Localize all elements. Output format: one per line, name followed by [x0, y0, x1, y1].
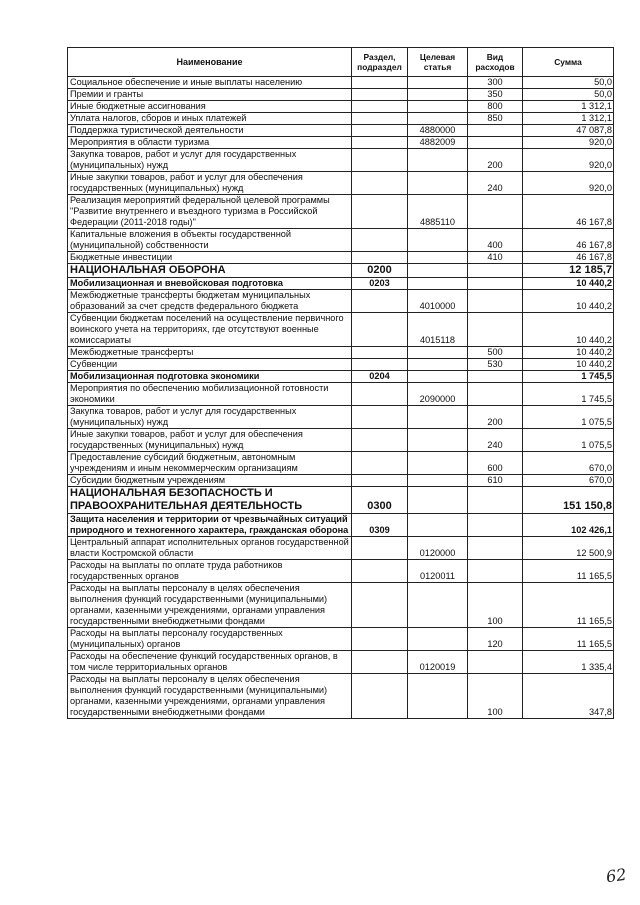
row-name: Поддержка туристической деятельности: [68, 125, 352, 137]
row-kind: 100: [468, 583, 523, 628]
row-name: Закупка товаров, работ и услуг для государственных (муниципальных) нужд: [68, 406, 352, 429]
row-kind: 200: [468, 149, 523, 172]
row-name: Расходы на выплаты персоналу в целях обеспечения выполнения функций государственными (муниципальными) органами, казенными учреждениями, органами управления государственными внебюджетными фондами: [68, 674, 352, 719]
row-kind: [468, 290, 523, 313]
row-sum: 151 150,8: [523, 487, 614, 514]
row-kind: [468, 651, 523, 674]
table-row: [68, 172, 614, 195]
header-section: Раздел, подраздел: [352, 48, 408, 77]
row-kind: 610: [468, 475, 523, 487]
table-row: [68, 429, 614, 452]
table-body: [68, 77, 614, 719]
row-name: Бюджетные инвестиции: [68, 252, 352, 264]
row-target: 4882009: [408, 137, 468, 149]
table-row: [68, 487, 614, 514]
row-section: [352, 313, 408, 347]
row-section: [352, 113, 408, 125]
row-target: [408, 278, 468, 290]
row-sum: 1 335,4: [523, 651, 614, 674]
row-section: [352, 674, 408, 719]
row-target: [408, 113, 468, 125]
table-row: [68, 195, 614, 229]
row-sum: 11 165,5: [523, 560, 614, 583]
row-section: [352, 475, 408, 487]
row-target: [408, 359, 468, 371]
row-target: 0120000: [408, 537, 468, 560]
table-row: [68, 125, 614, 137]
row-sum: 920,0: [523, 137, 614, 149]
row-name: Мобилизационная и вневойсковая подготовка: [68, 278, 352, 290]
table-row: [68, 537, 614, 560]
row-section: [352, 583, 408, 628]
row-section: [352, 149, 408, 172]
table-row: [68, 77, 614, 89]
row-sum: 46 167,8: [523, 195, 614, 229]
row-target: 0120011: [408, 560, 468, 583]
row-name: Расходы на выплаты персоналу в целях обеспечения выполнения функций государственными (муниципальными) органами, казенными учреждениями, органами управления государственными внебюджетными фондами: [68, 583, 352, 628]
row-sum: 12 500,9: [523, 537, 614, 560]
table-row: [68, 278, 614, 290]
header-kind: Вид расходов: [468, 48, 523, 77]
row-name: Иные закупки товаров, работ и услуг для обеспечения государственных (муниципальных) нужд: [68, 172, 352, 195]
row-sum: 1 075,5: [523, 429, 614, 452]
row-kind: 120: [468, 628, 523, 651]
row-name: Расходы на выплаты персоналу государственных (муниципальных) органов: [68, 628, 352, 651]
table-row: [68, 560, 614, 583]
table-row: [68, 359, 614, 371]
row-sum: 50,0: [523, 89, 614, 101]
table-row: [68, 475, 614, 487]
row-target: [408, 172, 468, 195]
row-section: [352, 560, 408, 583]
row-target: [408, 475, 468, 487]
row-section: 0204: [352, 371, 408, 383]
table-row: [68, 583, 614, 628]
row-target: 4010000: [408, 290, 468, 313]
table-row: [68, 113, 614, 125]
table-row: [68, 137, 614, 149]
row-section: [352, 651, 408, 674]
row-name: НАЦИОНАЛЬНАЯ ОБОРОНА: [68, 264, 352, 278]
row-sum: 347,8: [523, 674, 614, 719]
row-name: Межбюджетные трансферты: [68, 347, 352, 359]
row-target: [408, 452, 468, 475]
row-kind: [468, 487, 523, 514]
row-kind: 410: [468, 252, 523, 264]
row-kind: [468, 195, 523, 229]
table-header-row: [68, 48, 614, 77]
table-row: [68, 406, 614, 429]
row-kind: [468, 383, 523, 406]
row-section: [352, 137, 408, 149]
row-target: [408, 487, 468, 514]
row-name: Расходы на выплаты по оплате труда работников государственных органов: [68, 560, 352, 583]
row-sum: 47 087,8: [523, 125, 614, 137]
budget-table: [67, 47, 614, 719]
row-kind: 350: [468, 89, 523, 101]
row-name: Расходы на обеспечение функций государственных органов, в том числе территориальных органов: [68, 651, 352, 674]
row-name: Центральный аппарат исполнительных органов государственной власти Костромской области: [68, 537, 352, 560]
table-row: [68, 101, 614, 113]
row-target: 4015118: [408, 313, 468, 347]
row-name: Защита населения и территории от чрезвычайных ситуаций природного и техногенного характера, гражданская оборона: [68, 514, 352, 537]
row-kind: 400: [468, 229, 523, 252]
row-sum: 1 075,5: [523, 406, 614, 429]
row-section: [352, 172, 408, 195]
row-sum: 10 440,2: [523, 278, 614, 290]
table-row: [68, 371, 614, 383]
row-sum: 102 426,1: [523, 514, 614, 537]
row-kind: [468, 125, 523, 137]
row-sum: 1 745,5: [523, 383, 614, 406]
row-section: [352, 229, 408, 252]
row-section: [352, 89, 408, 101]
row-kind: [468, 313, 523, 347]
row-name: Мобилизационная подготовка экономики: [68, 371, 352, 383]
row-target: [408, 89, 468, 101]
row-section: [352, 452, 408, 475]
row-name: Мероприятия в области туризма: [68, 137, 352, 149]
row-kind: [468, 137, 523, 149]
row-target: [408, 371, 468, 383]
row-name: Мероприятия по обеспечению мобилизационной готовности экономики: [68, 383, 352, 406]
row-kind: [468, 371, 523, 383]
row-name: Субвенции: [68, 359, 352, 371]
row-target: [408, 101, 468, 113]
row-sum: 46 167,8: [523, 229, 614, 252]
header-target: Целевая статья: [408, 48, 468, 77]
row-sum: 1 312,1: [523, 113, 614, 125]
row-sum: 10 440,2: [523, 347, 614, 359]
row-name: Иные бюджетные ассигнования: [68, 101, 352, 113]
row-kind: 300: [468, 77, 523, 89]
row-section: [352, 125, 408, 137]
table-row: [68, 347, 614, 359]
table-row: [68, 514, 614, 537]
row-section: [352, 252, 408, 264]
table-row: [68, 383, 614, 406]
row-kind: 530: [468, 359, 523, 371]
table-row: [68, 313, 614, 347]
table-row: [68, 290, 614, 313]
row-target: [408, 583, 468, 628]
row-sum: 920,0: [523, 149, 614, 172]
table-row: [68, 252, 614, 264]
row-sum: 11 165,5: [523, 583, 614, 628]
row-section: [352, 429, 408, 452]
row-name: Иные закупки товаров, работ и услуг для обеспечения государственных (муниципальных) нужд: [68, 429, 352, 452]
row-target: [408, 252, 468, 264]
row-target: 0120019: [408, 651, 468, 674]
row-sum: 1 312,1: [523, 101, 614, 113]
row-name: Предоставление субсидий бюджетным, автономным учреждениям и иным некоммерческим организациям: [68, 452, 352, 475]
table-row: [68, 628, 614, 651]
row-section: 0200: [352, 264, 408, 278]
row-kind: [468, 537, 523, 560]
row-sum: 12 185,7: [523, 264, 614, 278]
table-row: [68, 651, 614, 674]
row-name: Уплата налогов, сборов и иных платежей: [68, 113, 352, 125]
row-target: 2090000: [408, 383, 468, 406]
row-section: [352, 359, 408, 371]
row-name: Социальное обеспечение и иные выплаты населению: [68, 77, 352, 89]
table-row: [68, 674, 614, 719]
table-row: [68, 229, 614, 252]
table-row: [68, 149, 614, 172]
row-kind: 240: [468, 172, 523, 195]
row-kind: 600: [468, 452, 523, 475]
row-sum: 10 440,2: [523, 313, 614, 347]
row-section: [352, 195, 408, 229]
row-kind: 240: [468, 429, 523, 452]
table-row: [68, 89, 614, 101]
row-section: 0300: [352, 487, 408, 514]
row-sum: 920,0: [523, 172, 614, 195]
row-target: [408, 674, 468, 719]
header-sum: Сумма: [523, 48, 614, 77]
row-kind: [468, 514, 523, 537]
row-target: 4880000: [408, 125, 468, 137]
row-kind: 100: [468, 674, 523, 719]
row-target: [408, 149, 468, 172]
row-sum: 50,0: [523, 77, 614, 89]
row-section: [352, 347, 408, 359]
row-name: Закупка товаров, работ и услуг для государственных (муниципальных) нужд: [68, 149, 352, 172]
table-row: [68, 264, 614, 278]
row-name: Премии и гранты: [68, 89, 352, 101]
row-section: 0309: [352, 514, 408, 537]
row-section: [352, 628, 408, 651]
row-sum: 670,0: [523, 475, 614, 487]
row-section: [352, 406, 408, 429]
row-name: Капитальные вложения в объекты государственной (муниципальной) собственности: [68, 229, 352, 252]
row-sum: 670,0: [523, 452, 614, 475]
table-row: [68, 452, 614, 475]
row-section: [352, 77, 408, 89]
row-target: [408, 628, 468, 651]
row-target: [408, 406, 468, 429]
row-target: 4885110: [408, 195, 468, 229]
row-section: [352, 101, 408, 113]
row-sum: 11 165,5: [523, 628, 614, 651]
header-name: Наименование: [68, 48, 352, 77]
row-section: [352, 290, 408, 313]
page-number: 62: [604, 864, 628, 887]
row-target: [408, 347, 468, 359]
row-sum: 10 440,2: [523, 290, 614, 313]
row-target: [408, 229, 468, 252]
row-target: [408, 429, 468, 452]
row-kind: 500: [468, 347, 523, 359]
row-name: Субсидии бюджетным учреждениям: [68, 475, 352, 487]
row-name: НАЦИОНАЛЬНАЯ БЕЗОПАСНОСТЬ И ПРАВООХРАНИТЕЛЬНАЯ ДЕЯТЕЛЬНОСТЬ: [68, 487, 352, 514]
row-sum: 10 440,2: [523, 359, 614, 371]
row-name: Субвенции бюджетам поселений на осуществление первичного воинского учета на территориях, где отсутствуют военные комиссариаты: [68, 313, 352, 347]
budget-page: [67, 47, 613, 719]
row-sum: 46 167,8: [523, 252, 614, 264]
row-kind: [468, 264, 523, 278]
row-section: 0203: [352, 278, 408, 290]
row-target: [408, 264, 468, 278]
row-kind: [468, 278, 523, 290]
row-name: Реализация мероприятий федеральной целевой программы "Развитие внутреннего и въездного туризма в Российской Федерации (2011-2018 годы)": [68, 195, 352, 229]
row-section: [352, 537, 408, 560]
row-section: [352, 383, 408, 406]
row-target: [408, 77, 468, 89]
row-target: [408, 514, 468, 537]
row-kind: [468, 560, 523, 583]
row-kind: 850: [468, 113, 523, 125]
row-sum: 1 745,5: [523, 371, 614, 383]
row-kind: 200: [468, 406, 523, 429]
row-name: Межбюджетные трансферты бюджетам муниципальных образований за счет средств федерального бюджета: [68, 290, 352, 313]
row-kind: 800: [468, 101, 523, 113]
